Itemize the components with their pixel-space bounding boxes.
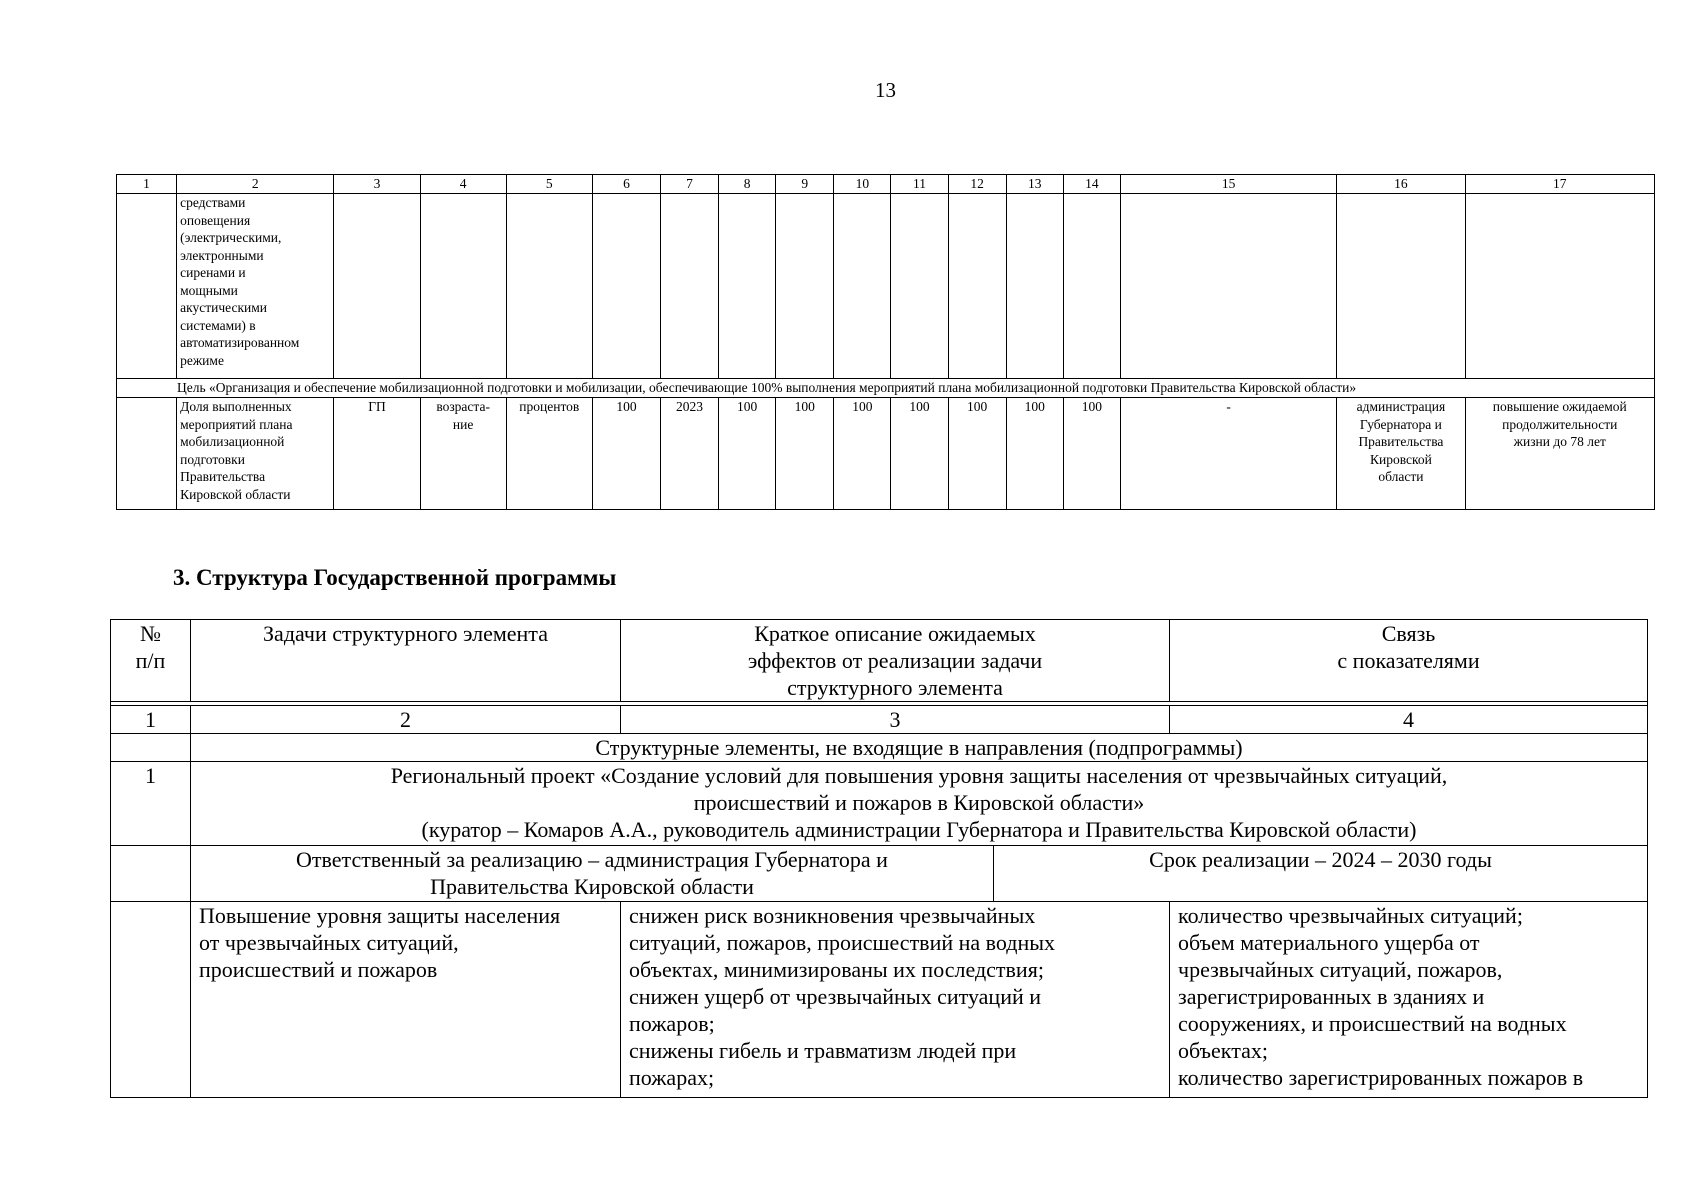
responsible-cell: Ответственный за реализацию – администрация Губернатора и Правительства Кировской области (191, 846, 994, 902)
term-cell: Срок реализации – 2024 – 2030 годы (994, 846, 1648, 902)
effects-cell: снижен риск возникновения чрезвычайных ситуаций, пожаров, происшествий на водных объектах, минимизированы их последствия; снижен ущерб от чрезвычайных ситуаций и пожаров; снижены гибель и травматизм людей при пожарах; (621, 902, 1170, 1098)
unit-cell: процентов (506, 398, 592, 510)
value-cell: 100 (592, 398, 660, 510)
header-cell: 12 (948, 175, 1006, 194)
subheading: Структурные элементы, не входящие в направления (подпрограммы) (191, 734, 1648, 762)
header-cell: 10 (834, 175, 891, 194)
value-cell: 100 (719, 398, 776, 510)
goal-text: Цель «Организация и обеспечение мобилизационной подготовки и мобилизации, обеспечивающие 100% выполнения мероприятий плана мобилизационной подготовки Правительства Кировской области» (117, 379, 1655, 398)
indicator-name-cell: Доля выполненных мероприятий плана мобилизационной подготовки Правительства Кировской области (177, 398, 334, 510)
structure-table (110, 619, 1648, 1098)
header-cell: 4 (420, 175, 506, 194)
table-header-row (117, 175, 1655, 194)
goal-link-cell: повышение ожидаемой продолжительности жизни до 78 лет (1465, 398, 1654, 510)
project-title: Региональный проект «Создание условий для повышения уровня защиты населения от чрезвычайных ситуаций, происшествий и пожаров в Кировской области» (куратор – Комаров А.А., руководитель администрации Губернатора и Правительства Кировской области) (191, 762, 1648, 846)
responsible-cell: администрация Губернатора и Правительства Кировской области (1337, 398, 1465, 510)
header-cell: 15 (1120, 175, 1336, 194)
header-cell: 6 (592, 175, 660, 194)
header-cell: 2 (177, 175, 334, 194)
table-row (117, 398, 1655, 510)
value-cell: 100 (948, 398, 1006, 510)
header-cell: 3 (334, 175, 420, 194)
project-row: 1 Региональный проект «Создание условий для повышения уровня защиты населения от чрезвычайных ситуаций, происшествий и пожаров в Кировской области» (куратор – Комаров А.А., руководитель администрации Губернатора и Правительства Кировской области) (111, 762, 1648, 846)
goal-row (117, 379, 1655, 398)
subheading-row (111, 734, 1648, 762)
indicator-trend-cell: возраста- ние (420, 398, 506, 510)
header-cell: 9 (776, 175, 834, 194)
header-cell: 1 (117, 175, 177, 194)
document-cell: - (1120, 398, 1336, 510)
task-row (111, 902, 1648, 1098)
header-cell: 5 (506, 175, 592, 194)
year-cell: 2023 (661, 398, 719, 510)
value-cell: 100 (1063, 398, 1120, 510)
task-cell: Повышение уровня защиты населения от чрезвычайных ситуаций, происшествий и пожаров (191, 902, 621, 1098)
indicator-name-cell: средствами оповещения (электрическими, электронными сиренами и мощными акустическими системами) в автоматизированном режиме (177, 194, 334, 379)
page-number: 13 (875, 78, 896, 102)
header-number: № п/п (111, 620, 191, 702)
section-title: 3. Структура Государственной программы (173, 565, 617, 590)
indicators-table (116, 174, 1655, 510)
header-cell: 7 (661, 175, 719, 194)
value-cell: 100 (834, 398, 891, 510)
table-header-row (111, 620, 1648, 702)
value-cell: 100 (776, 398, 834, 510)
table-row (117, 194, 1655, 379)
header-cell: 14 (1063, 175, 1120, 194)
value-cell: 100 (891, 398, 948, 510)
header-cell: 17 (1465, 175, 1654, 194)
header-cell: 11 (891, 175, 948, 194)
column-numbers-row: 1 2 3 4 (111, 706, 1648, 734)
responsible-row (111, 846, 1648, 902)
header-cell: 13 (1006, 175, 1063, 194)
indicator-level-cell: ГП (334, 398, 420, 510)
value-cell: 100 (1006, 398, 1063, 510)
header-indicators: Связь с показателями (1170, 620, 1648, 702)
header-effects: Краткое описание ожидаемых эффектов от реализации задачи структурного элемента (621, 620, 1170, 702)
header-cell: 16 (1337, 175, 1465, 194)
indicators-cell: количество чрезвычайных ситуаций; объем материального ущерба от чрезвычайных ситуаций, пожаров, зарегистрированных в зданиях и сооружениях, и происшествий на водных объектах; количество зарегистрированных пожаров в (1170, 902, 1648, 1098)
header-tasks: Задачи структурного элемента (191, 620, 621, 702)
header-cell: 8 (719, 175, 776, 194)
